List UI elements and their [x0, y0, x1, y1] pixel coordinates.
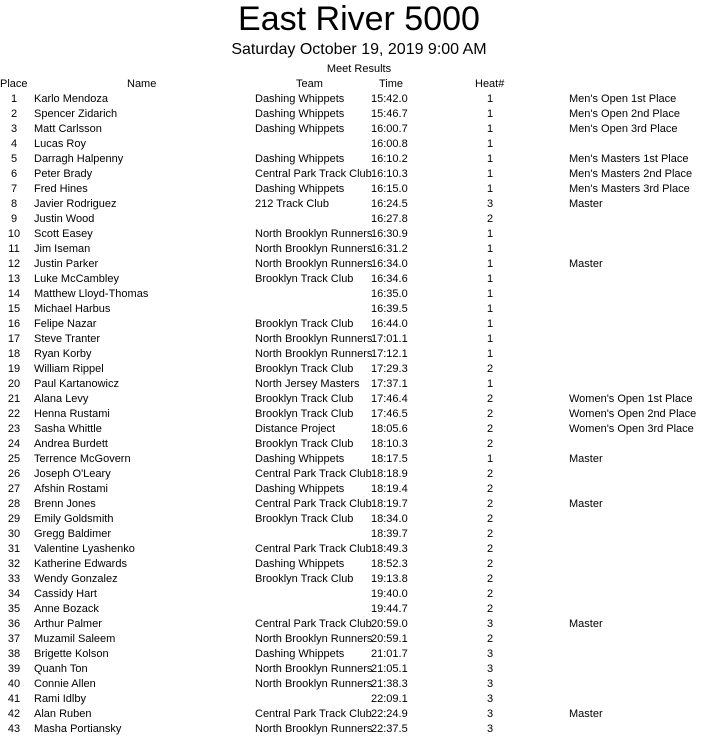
- cell-name: William Rippel: [34, 363, 104, 375]
- cell-note: Women's Open 1st Place: [569, 393, 693, 405]
- cell-name: Justin Parker: [34, 258, 99, 270]
- cell-note: Men's Open 1st Place: [569, 93, 677, 105]
- cell-place: 19: [7, 363, 21, 375]
- cell-heat: 2: [486, 363, 494, 375]
- cell-place: 25: [7, 453, 21, 465]
- cell-note: Women's Open 3rd Place: [569, 423, 694, 435]
- cell-time: 22:09.1: [371, 693, 408, 705]
- cell-name: Lucas Roy: [34, 138, 86, 150]
- cell-heat: 3: [486, 663, 494, 675]
- cell-team: Central Park Track Club: [255, 618, 372, 630]
- cell-heat: 2: [486, 603, 494, 615]
- cell-name: Peter Brady: [34, 168, 93, 180]
- cell-heat: 2: [486, 513, 494, 525]
- cell-name: Paul Kartanowicz: [34, 378, 119, 390]
- cell-time: 21:05.1: [371, 663, 408, 675]
- table-row: [0, 197, 718, 212]
- cell-heat: 1: [486, 273, 494, 285]
- table-row: [0, 167, 718, 182]
- cell-team: North Brooklyn Runners: [255, 663, 373, 675]
- cell-note: Master: [569, 618, 603, 630]
- cell-team: North Brooklyn Runners: [255, 348, 373, 360]
- cell-name: Afshin Rostami: [34, 483, 108, 495]
- cell-time: 17:01.1: [371, 333, 408, 345]
- cell-place: 42: [7, 708, 21, 720]
- cell-time: 16:10.3: [371, 168, 408, 180]
- cell-name: Andrea Burdett: [34, 438, 108, 450]
- page-title: East River 5000: [238, 0, 480, 38]
- cell-heat: 2: [486, 498, 494, 510]
- cell-heat: 1: [486, 93, 494, 105]
- cell-name: Emily Goldsmith: [34, 513, 114, 525]
- cell-time: 18:52.3: [371, 558, 408, 570]
- cell-heat: 3: [486, 618, 494, 630]
- cell-time: 18:19.4: [371, 483, 408, 495]
- cell-team: North Brooklyn Runners: [255, 258, 373, 270]
- cell-team: Dashing Whippets: [255, 123, 345, 135]
- cell-time: 16:30.9: [371, 228, 408, 240]
- cell-name: Matthew Lloyd-Thomas: [34, 288, 149, 300]
- cell-team: Brooklyn Track Club: [255, 273, 354, 285]
- cell-team: North Brooklyn Runners: [255, 723, 373, 735]
- cell-time: 18:39.7: [371, 528, 408, 540]
- cell-heat: 3: [486, 708, 494, 720]
- cell-time: 20:59.1: [371, 633, 408, 645]
- table-row: [0, 482, 718, 497]
- cell-heat: 2: [486, 588, 494, 600]
- table-row: [0, 362, 718, 377]
- cell-heat: 1: [486, 333, 494, 345]
- table-row: [0, 707, 718, 722]
- cell-heat: 1: [486, 303, 494, 315]
- cell-place: 26: [7, 468, 21, 480]
- cell-time: 16:44.0: [371, 318, 408, 330]
- cell-heat: 3: [486, 648, 494, 660]
- cell-heat: 1: [486, 168, 494, 180]
- cell-place: 14: [7, 288, 21, 300]
- table-row: [0, 347, 718, 362]
- cell-place: 38: [7, 648, 21, 660]
- cell-place: 3: [10, 123, 18, 135]
- cell-note: Men's Masters 1st Place: [569, 153, 689, 165]
- cell-place: 12: [7, 258, 21, 270]
- table-row: [0, 92, 718, 107]
- cell-place: 2: [10, 108, 18, 120]
- cell-team: Dashing Whippets: [255, 108, 345, 120]
- cell-time: 18:18.9: [371, 468, 408, 480]
- cell-time: 19:40.0: [371, 588, 408, 600]
- cell-name: Wendy Gonzalez: [34, 573, 118, 585]
- cell-heat: 1: [486, 153, 494, 165]
- cell-place: 17: [7, 333, 21, 345]
- cell-heat: 2: [486, 213, 494, 225]
- cell-time: 16:35.0: [371, 288, 408, 300]
- cell-place: 16: [7, 318, 21, 330]
- cell-time: 21:38.3: [371, 678, 408, 690]
- cell-name: Karlo Mendoza: [34, 93, 108, 105]
- cell-team: Central Park Track Club: [255, 168, 372, 180]
- cell-name: Cassidy Hart: [34, 588, 97, 600]
- cell-team: Dashing Whippets: [255, 183, 345, 195]
- table-row: [0, 272, 718, 287]
- table-row: [0, 122, 718, 137]
- cell-place: 29: [7, 513, 21, 525]
- cell-time: 17:29.3: [371, 363, 408, 375]
- table-row: [0, 437, 718, 452]
- cell-name: Brigette Kolson: [34, 648, 109, 660]
- cell-heat: 2: [486, 573, 494, 585]
- table-row: [0, 152, 718, 167]
- table-row: [0, 287, 718, 302]
- cell-place: 7: [10, 183, 18, 195]
- cell-time: 15:42.0: [371, 93, 408, 105]
- cell-name: Arthur Palmer: [34, 618, 102, 630]
- cell-place: 37: [7, 633, 21, 645]
- cell-name: Alana Levy: [34, 393, 89, 405]
- cell-place: 39: [7, 663, 21, 675]
- cell-heat: 1: [486, 108, 494, 120]
- cell-place: 27: [7, 483, 21, 495]
- cell-team: North Brooklyn Runners: [255, 678, 373, 690]
- cell-place: 30: [7, 528, 21, 540]
- cell-time: 18:05.6: [371, 423, 408, 435]
- cell-time: 16:39.5: [371, 303, 408, 315]
- cell-place: 28: [7, 498, 21, 510]
- table-row: [0, 257, 718, 272]
- cell-name: Joseph O'Leary: [34, 468, 111, 480]
- cell-team: Brooklyn Track Club: [255, 408, 354, 420]
- table-row: [0, 422, 718, 437]
- cell-name: Quanh Ton: [34, 663, 88, 675]
- cell-heat: 2: [486, 438, 494, 450]
- table-row: [0, 602, 718, 617]
- cell-heat: 1: [486, 138, 494, 150]
- cell-name: Rami Idlby: [34, 693, 86, 705]
- cell-note: Women's Open 2nd Place: [569, 408, 697, 420]
- cell-place: 1: [10, 93, 18, 105]
- cell-time: 16:34.6: [371, 273, 408, 285]
- cell-name: Anne Bozack: [34, 603, 99, 615]
- cell-heat: 3: [486, 678, 494, 690]
- cell-team: Brooklyn Track Club: [255, 573, 354, 585]
- cell-place: 8: [10, 198, 18, 210]
- cell-team: Brooklyn Track Club: [255, 363, 354, 375]
- cell-team: Central Park Track Club: [255, 708, 372, 720]
- cell-heat: 2: [486, 468, 494, 480]
- cell-heat: 1: [486, 243, 494, 255]
- cell-time: 18:19.7: [371, 498, 408, 510]
- cell-team: North Brooklyn Runners: [255, 633, 373, 645]
- cell-team: Brooklyn Track Club: [255, 438, 354, 450]
- table-row: [0, 527, 718, 542]
- cell-note: Men's Masters 2nd Place: [569, 168, 693, 180]
- cell-place: 5: [10, 153, 18, 165]
- table-row: [0, 467, 718, 482]
- table-row: [0, 107, 718, 122]
- cell-name: Ryan Korby: [34, 348, 92, 360]
- cell-place: 24: [7, 438, 21, 450]
- cell-place: 33: [7, 573, 21, 585]
- cell-name: Valentine Lyashenko: [34, 543, 135, 555]
- cell-heat: 1: [486, 228, 494, 240]
- cell-name: Matt Carlsson: [34, 123, 102, 135]
- cell-name: Luke McCambley: [34, 273, 119, 285]
- cell-heat: 3: [486, 198, 494, 210]
- table-row: [0, 227, 718, 242]
- table-row: [0, 332, 718, 347]
- meet-results-label: Meet Results: [326, 63, 392, 75]
- cell-place: 15: [7, 303, 21, 315]
- cell-place: 20: [7, 378, 21, 390]
- cell-place: 36: [7, 618, 21, 630]
- cell-name: Brenn Jones: [34, 498, 96, 510]
- cell-heat: 1: [486, 378, 494, 390]
- header-time: Time: [379, 78, 404, 90]
- cell-name: Spencer Zidarich: [34, 108, 118, 120]
- table-row: [0, 452, 718, 467]
- table-row: [0, 662, 718, 677]
- cell-heat: 2: [486, 393, 494, 405]
- cell-name: Scott Easey: [34, 228, 93, 240]
- cell-time: 19:44.7: [371, 603, 408, 615]
- cell-name: Fred Hines: [34, 183, 88, 195]
- cell-time: 16:10.2: [371, 153, 408, 165]
- cell-time: 18:10.3: [371, 438, 408, 450]
- header-name: Name: [127, 78, 157, 90]
- cell-time: 17:46.5: [371, 408, 408, 420]
- cell-team: Brooklyn Track Club: [255, 318, 354, 330]
- event-date: Saturday October 19, 2019 9:00 AM: [231, 41, 487, 58]
- cell-team: Brooklyn Track Club: [255, 513, 354, 525]
- cell-team: Central Park Track Club: [255, 543, 372, 555]
- cell-team: 212 Track Club: [255, 198, 329, 210]
- cell-time: 17:37.1: [371, 378, 408, 390]
- cell-heat: 3: [486, 693, 494, 705]
- cell-name: Gregg Baldimer: [34, 528, 112, 540]
- cell-team: Central Park Track Club: [255, 498, 372, 510]
- cell-place: 40: [7, 678, 21, 690]
- cell-team: Dashing Whippets: [255, 453, 345, 465]
- table-row: [0, 617, 718, 632]
- cell-place: 9: [10, 213, 18, 225]
- cell-team: Brooklyn Track Club: [255, 393, 354, 405]
- table-row: [0, 587, 718, 602]
- cell-name: Javier Rodriguez: [34, 198, 117, 210]
- header-place: Place: [0, 78, 28, 90]
- cell-name: Connie Allen: [34, 678, 96, 690]
- cell-note: Men's Open 2nd Place: [569, 108, 680, 120]
- cell-note: Men's Masters 3rd Place: [569, 183, 690, 195]
- cell-time: 16:00.8: [371, 138, 408, 150]
- cell-name: Felipe Nazar: [34, 318, 97, 330]
- cell-place: 43: [7, 723, 21, 735]
- cell-time: 18:17.5: [371, 453, 408, 465]
- cell-heat: 1: [486, 123, 494, 135]
- cell-team: Central Park Track Club: [255, 468, 372, 480]
- cell-name: Masha Portiansky: [34, 723, 122, 735]
- cell-heat: 1: [486, 288, 494, 300]
- cell-place: 34: [7, 588, 21, 600]
- cell-note: Master: [569, 198, 603, 210]
- cell-team: Distance Project: [255, 423, 336, 435]
- table-row: [0, 677, 718, 692]
- cell-heat: 2: [486, 633, 494, 645]
- cell-name: Justin Wood: [34, 213, 95, 225]
- table-row: [0, 407, 718, 422]
- table-row: [0, 392, 718, 407]
- cell-name: Alan Ruben: [34, 708, 92, 720]
- cell-name: Jim Iseman: [34, 243, 91, 255]
- cell-team: North Brooklyn Runners: [255, 243, 373, 255]
- cell-place: 13: [7, 273, 21, 285]
- cell-heat: 1: [486, 258, 494, 270]
- cell-note: Master: [569, 258, 603, 270]
- cell-time: 16:27.8: [371, 213, 408, 225]
- cell-team: Dashing Whippets: [255, 153, 345, 165]
- table-row: [0, 512, 718, 527]
- cell-place: 10: [7, 228, 21, 240]
- cell-time: 20:59.0: [371, 618, 408, 630]
- cell-name: Katherine Edwards: [34, 558, 127, 570]
- cell-time: 15:46.7: [371, 108, 408, 120]
- cell-place: 4: [10, 138, 18, 150]
- table-row: [0, 557, 718, 572]
- table-row: [0, 647, 718, 662]
- cell-heat: 1: [486, 453, 494, 465]
- cell-place: 23: [7, 423, 21, 435]
- cell-heat: 2: [486, 423, 494, 435]
- cell-time: 18:49.3: [371, 543, 408, 555]
- table-row: [0, 182, 718, 197]
- cell-note: Master: [569, 708, 603, 720]
- cell-name: Sasha Whittle: [34, 423, 102, 435]
- cell-heat: 2: [486, 483, 494, 495]
- cell-team: Dashing Whippets: [255, 483, 345, 495]
- table-row: [0, 242, 718, 257]
- cell-name: Terrence McGovern: [34, 453, 131, 465]
- cell-heat: 3: [486, 723, 494, 735]
- table-row: [0, 497, 718, 512]
- cell-note: Men's Open 3rd Place: [569, 123, 678, 135]
- cell-team: Dashing Whippets: [255, 558, 345, 570]
- cell-team: Dashing Whippets: [255, 648, 345, 660]
- cell-place: 32: [7, 558, 21, 570]
- cell-time: 18:34.0: [371, 513, 408, 525]
- cell-heat: 2: [486, 558, 494, 570]
- cell-heat: 2: [486, 408, 494, 420]
- header-heat: Heat#: [475, 78, 505, 90]
- cell-time: 16:15.0: [371, 183, 408, 195]
- table-row: [0, 317, 718, 332]
- table-row: [0, 542, 718, 557]
- cell-team: North Brooklyn Runners: [255, 333, 373, 345]
- cell-place: 18: [7, 348, 21, 360]
- cell-note: Master: [569, 498, 603, 510]
- table-row: [0, 137, 718, 152]
- cell-time: 16:31.2: [371, 243, 408, 255]
- cell-team: North Brooklyn Runners: [255, 228, 373, 240]
- cell-time: 22:24.9: [371, 708, 408, 720]
- cell-name: Michael Harbus: [34, 303, 111, 315]
- cell-note: Master: [569, 453, 603, 465]
- cell-heat: 2: [486, 543, 494, 555]
- cell-place: 35: [7, 603, 21, 615]
- cell-time: 17:46.4: [371, 393, 408, 405]
- cell-place: 11: [8, 243, 20, 255]
- results-table: [0, 92, 718, 737]
- cell-name: Steve Tranter: [34, 333, 101, 345]
- cell-time: 16:24.5: [371, 198, 408, 210]
- cell-place: 6: [10, 168, 18, 180]
- table-row: [0, 212, 718, 227]
- cell-time: 16:00.7: [371, 123, 408, 135]
- table-row: [0, 377, 718, 392]
- table-row: [0, 302, 718, 317]
- cell-place: 41: [7, 693, 21, 705]
- cell-team: Dashing Whippets: [255, 93, 345, 105]
- cell-place: 22: [7, 408, 21, 420]
- cell-time: 16:34.0: [371, 258, 408, 270]
- table-row: [0, 632, 718, 647]
- table-row: [0, 722, 718, 737]
- cell-place: 21: [7, 393, 21, 405]
- cell-heat: 1: [486, 348, 494, 360]
- cell-heat: 1: [486, 183, 494, 195]
- cell-heat: 2: [486, 528, 494, 540]
- cell-team: North Jersey Masters: [255, 378, 360, 390]
- cell-time: 19:13.8: [371, 573, 408, 585]
- cell-time: 22:37.5: [371, 723, 408, 735]
- cell-name: Darragh Halpenny: [34, 153, 124, 165]
- cell-time: 17:12.1: [371, 348, 408, 360]
- cell-heat: 1: [486, 318, 494, 330]
- cell-name: Henna Rustami: [34, 408, 110, 420]
- header-team: Team: [296, 78, 323, 90]
- table-row: [0, 692, 718, 707]
- cell-time: 21:01.7: [371, 648, 408, 660]
- table-row: [0, 572, 718, 587]
- cell-place: 31: [7, 543, 21, 555]
- cell-name: Muzamil Saleem: [34, 633, 116, 645]
